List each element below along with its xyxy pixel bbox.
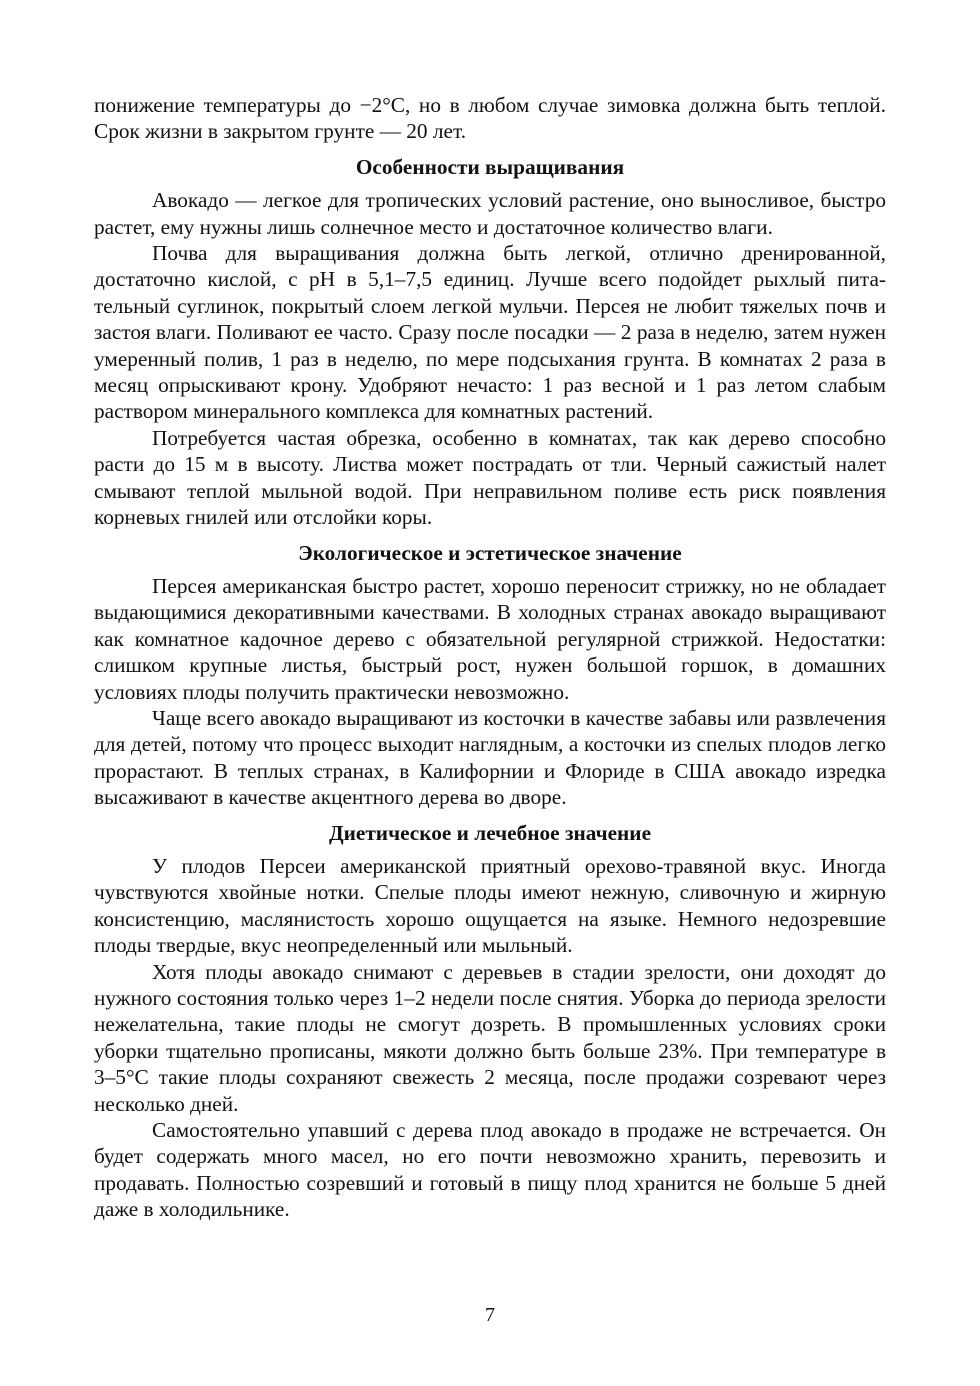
- dietary-paragraph-1: У плодов Персеи американской приятный орехово-травяной вкус. Иногда чувствуются хвойные нотки. Спелые плоды имеют нежную, сливочную и жирную консистенцию, маслянистость хорошо ощущается на языке. Немного недозревшие плоды твердые, вкус неопределенный или мыльный.: [94, 853, 886, 958]
- heading-ecological-value: Экологическое и эстетическое значение: [298, 540, 682, 565]
- heading-dietary-value: Диетическое и лечебное значение: [328, 820, 652, 845]
- ecological-paragraph-2: Чаще всего авокадо выращивают из косточки в качестве забавы или развлечения для детей, потому что процесс выходит наглядным, а косточки из спелых плодов легко прорастают. В теплых странах, в Калифорнии и Флориде в США авокадо изредка высаживают в качестве акцентного дерева во дворе.: [94, 705, 886, 810]
- dietary-paragraph-3: Самостоятельно упавший с дерева плод авокадо в продаже не встречается. Он будет содержать много масел, но его почти невозможно хранить, перевозить и продавать. Полностью созревший и готовый в пищу плод хранится не больше 5 дней даже в холодильнике.: [94, 1118, 886, 1222]
- dietary-paragraph-2: Хотя плоды авокадо снимают с деревьев в стадии зрелости, они доходят до нужного состояния только через 1–2 недели после снятия. Уборка до периода зрелости нежелательна, такие плоды не смогут дозреть. В промышленных условиях сроки уборки тщательно прописаны, мякоти должно быть больше 23%. При температуре в 3–5°С такие плоды сохраняют свежесть 2 месяца, после продажи созревают через несколько дней.: [94, 959, 886, 1116]
- ecological-paragraph-1: Персея американская быстро растет, хорошо переносит стрижку, но не обладает выдающимися декоративными качествами. В холодных странах авокадо выращивают как комнатное кадочное дерево с обязательной регулярной стрижкой. Недостатки: слишком крупные листья, быстрый рост, нужен большой горшок, в домашних условиях плоды получить практически невозможно.: [94, 573, 886, 704]
- intro-paragraph: понижение температуры до −2°С, но в любом случае зимовка должна быть теплой. Срок жизни в закрытом грунте — 20 лет.: [94, 93, 886, 144]
- page-number: 7: [485, 1304, 495, 1326]
- cultivation-paragraph-2: Почва для выращивания должна быть легкой, отлично дренированной, достаточно кислой, с pH в 5,1–7,5 единиц. Лучше всего подойдет рыхлый питательный суглинок, покрытый слоем легкой мульчи. Персея не любит тяжелых почв и застоя влаги. Поливают ее часто. Сразу после посадки — 2 раза в неделю, затем нужен умеренный полив, 1 раз в неделю, по мере подсыхания грунта. В комнатах 2 раза в месяц опрыскивают крону. Удобряют нечасто: 1 раз весной и 1 раз летом слабым раствором минерального комплекса для комнатных растений.: [94, 241, 886, 424]
- heading-cultivation: Особенности выращивания: [355, 154, 625, 179]
- cultivation-paragraph-3: Потребуется частая обрезка, особенно в комнатах, так как дерево способно расти до 15 м в высоту. Листва может пострадать от тли. Черный сажистый налет смывают теплой мыльной водой. При неправильном поливе есть риск появления корневых гнилей или отслойки коры.: [94, 425, 886, 530]
- cultivation-paragraph-1: Авокадо — легкое для тропических условий растение, оно выносливое, быстро растет, ему нужны лишь солнечное место и достаточное количество влаги.: [94, 188, 886, 239]
- document-page: [94, 92, 886, 1223]
